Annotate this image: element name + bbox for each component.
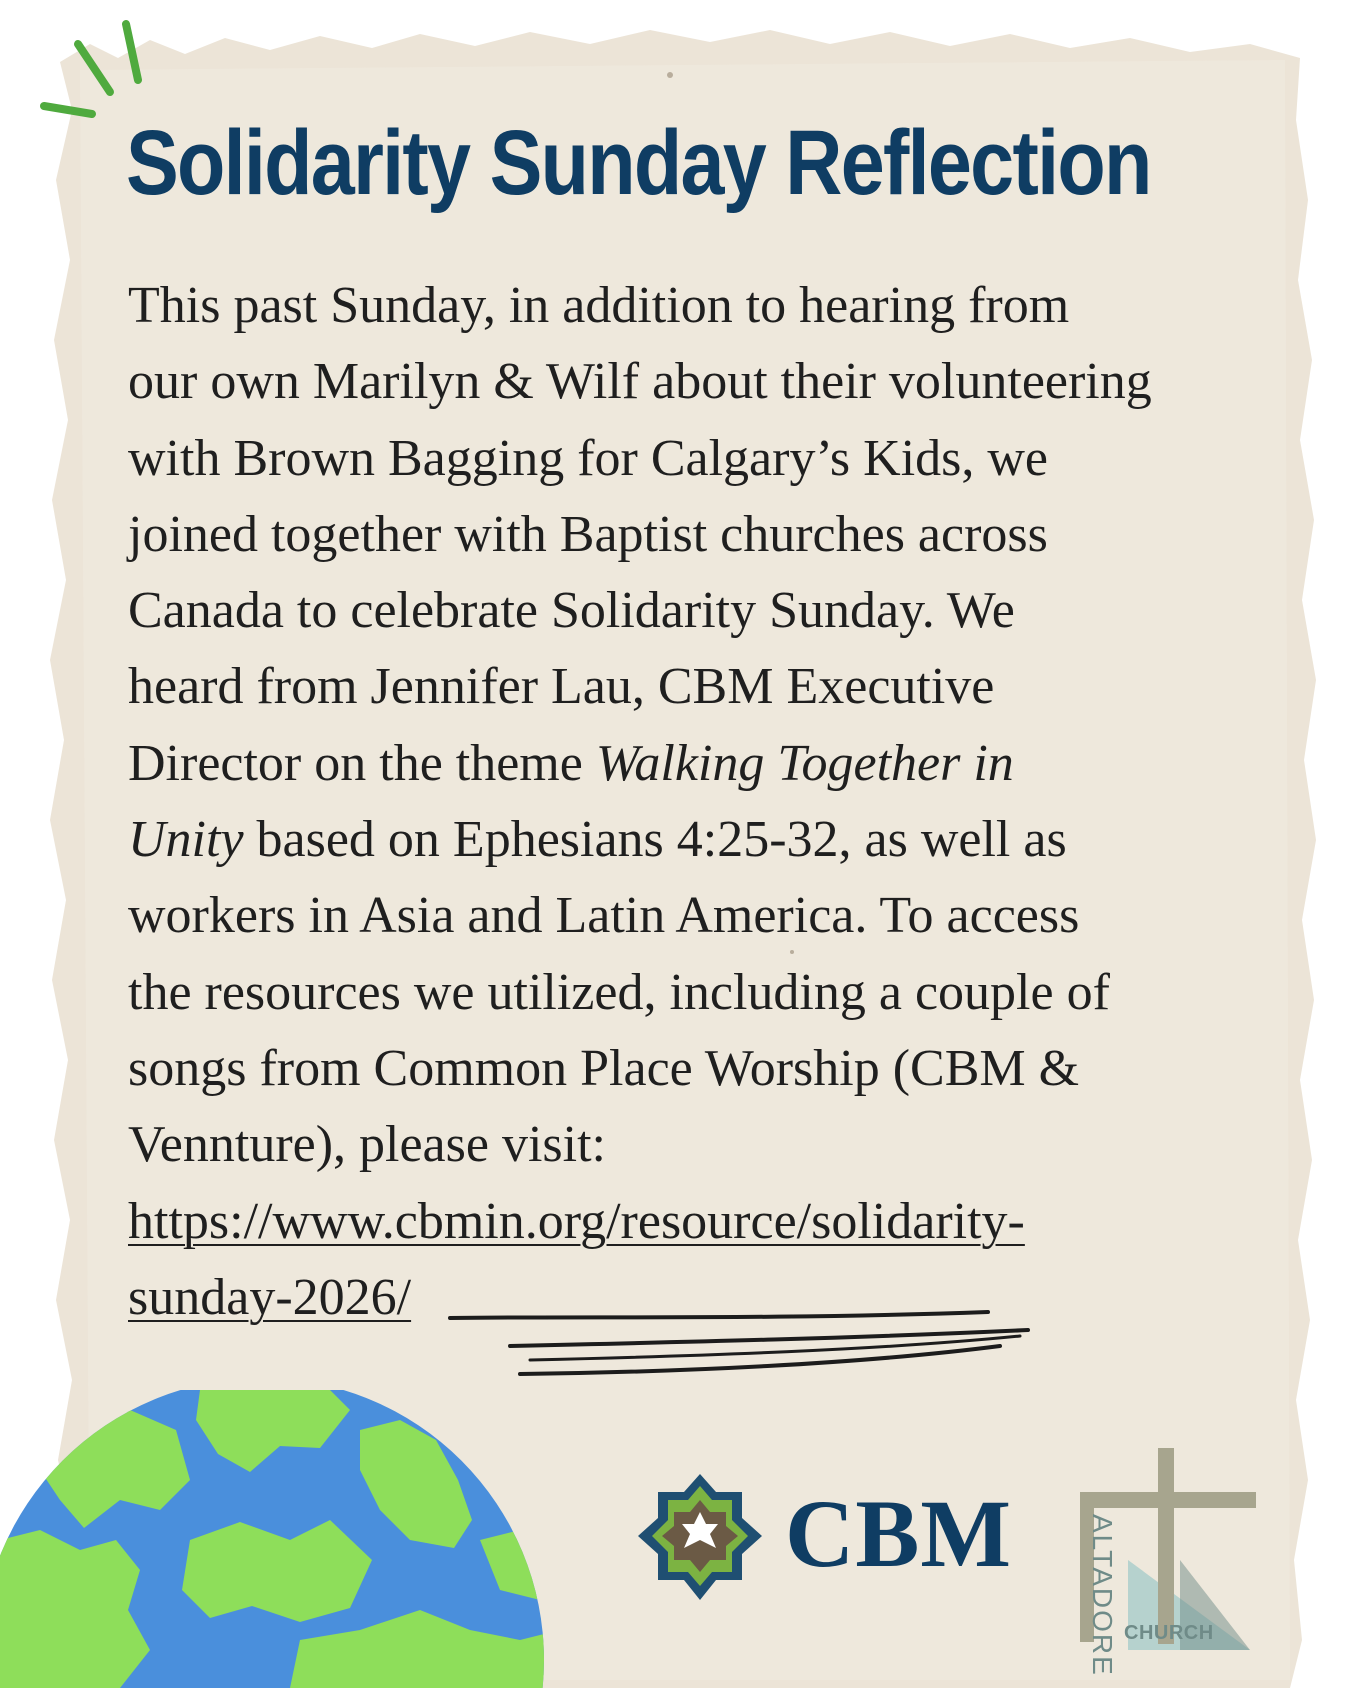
body-text-segment: Director on the theme: [128, 734, 596, 792]
body-line: heard from Jennifer Lau, CBM Executive: [128, 658, 995, 716]
resource-link[interactable]: https://www.cbmin.org/resource/solidarity-: [128, 1192, 1025, 1250]
theme-title: Walking Together in: [595, 734, 1014, 792]
body-line: with Brown Bagging for Calgary’s Kids, we: [128, 429, 1049, 487]
body-line: [128, 1184, 1248, 1260]
resource-link-continued[interactable]: sunday-2026/: [128, 1268, 412, 1326]
reflection-body: [128, 268, 1248, 1336]
page-title: Solidarity Sunday Reflection: [126, 112, 1151, 214]
altadore-church-logo: [1070, 1440, 1270, 1677]
body-line: songs from Common Place Worship (CBM &: [128, 1039, 1080, 1097]
body-line: Canada to celebrate Solidarity Sunday. We: [128, 582, 1015, 640]
earth-globe-icon: [0, 1390, 560, 1688]
cbm-logo: [630, 1470, 1010, 1610]
altadore-wordmark: ALTADORE: [1087, 1514, 1118, 1677]
accent-sparks-icon: [30, 10, 150, 120]
body-line: [128, 802, 1248, 878]
body-line: workers in Asia and Latin America. To access: [128, 887, 1080, 945]
cbm-emblem-icon: [630, 1470, 770, 1610]
church-wordmark: CHURCH: [1124, 1622, 1214, 1644]
body-line: This past Sunday, in addition to hearing from: [128, 277, 1070, 334]
theme-title: Unity: [128, 811, 244, 869]
body-text-segment: based on Ephesians 4:25-32, as well as: [243, 811, 1067, 869]
scribble-underline: [440, 1300, 1040, 1390]
body-line: Vennture), please visit:: [128, 1116, 606, 1174]
body-line: joined together with Baptist churches across: [128, 505, 1048, 563]
body-line: [128, 726, 1248, 802]
cbm-wordmark: CBM: [785, 1480, 1012, 1587]
body-line: our own Marilyn & Wilf about their volunteering: [128, 353, 1152, 411]
body-line: the resources we utilized, including a couple of: [128, 963, 1110, 1021]
